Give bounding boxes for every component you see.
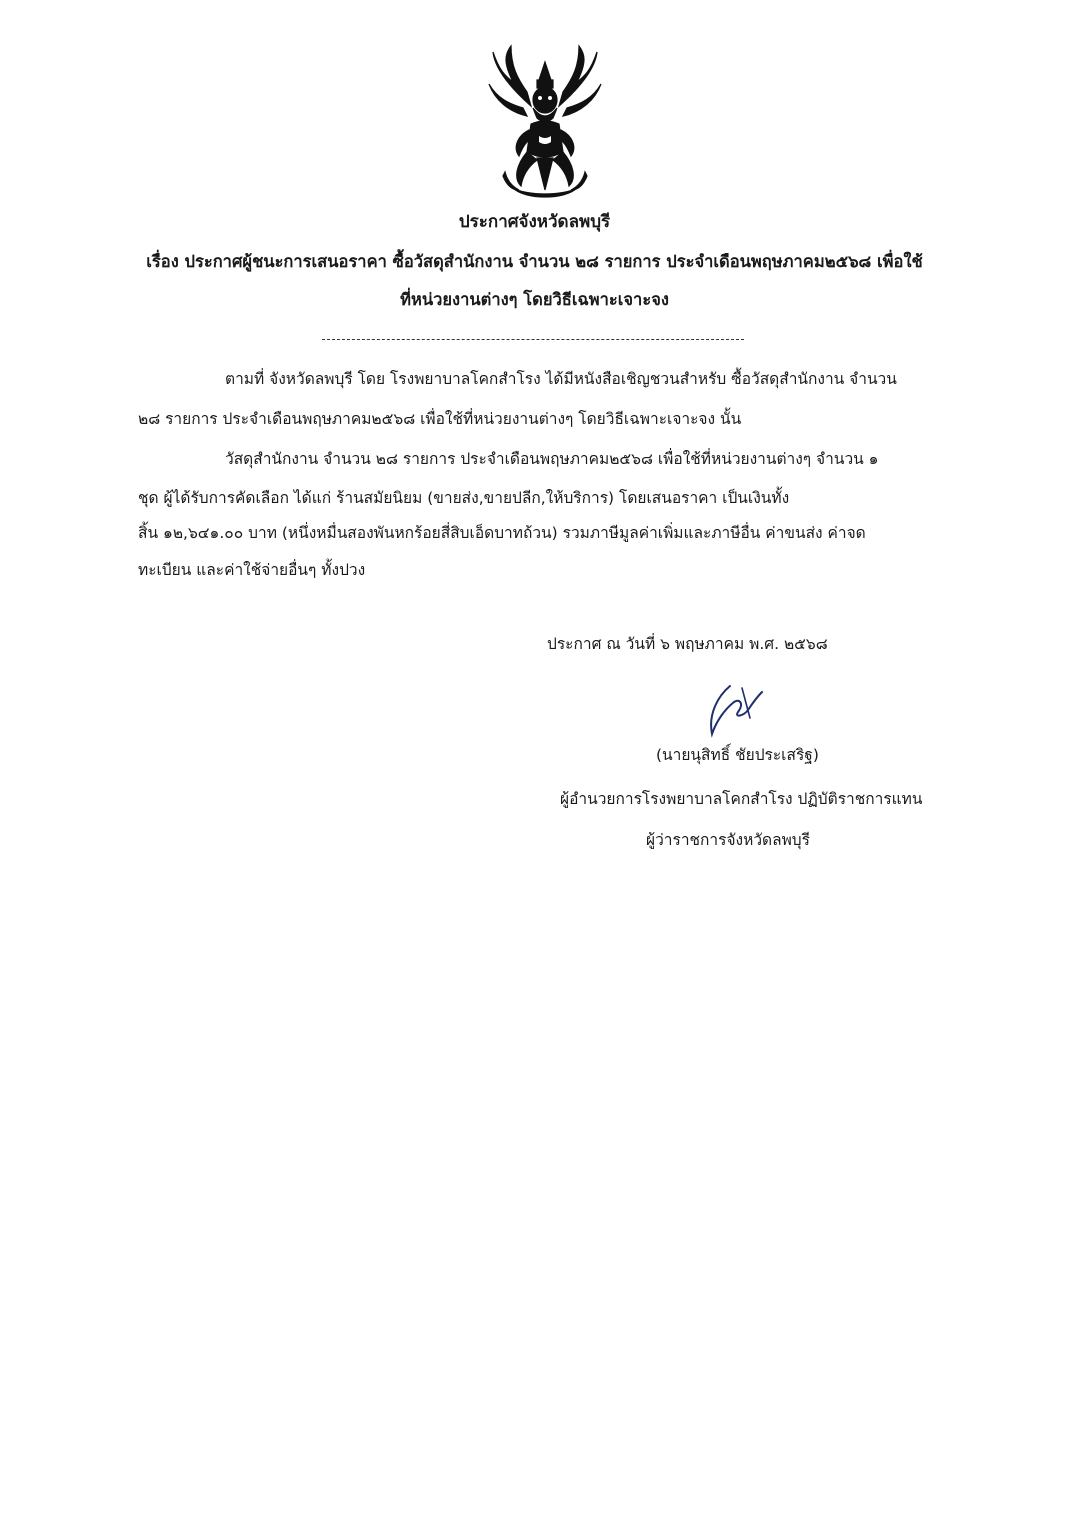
- signer-position-line-2: ผู้ว่าราชการจังหวัดลพบุรี: [646, 831, 810, 849]
- garuda-emblem-icon: [483, 40, 607, 205]
- paragraph-2-line-3: สิ้น ๑๒,๖๔๑.๐๐ บาท (หนึ่งหมื่นสองพันหกร้อยสี่สิบเอ็ดบาทถ้วน) รวมภาษีมูลค่าเพิ่มและภาษีอื่น ค่าขนส่ง ค่าจด: [138, 524, 866, 542]
- signer-position-line-1: ผู้อำนวยการโรงพยาบาลโคกสำโรง ปฏิบัติราชการแทน: [560, 790, 923, 808]
- signer-name: (นายนุสิทธิ์ ชัยประเสริฐ): [656, 746, 819, 764]
- paragraph-1-line-2: ๒๘ รายการ ประจำเดือนพฤษภาคม๒๕๖๘ เพื่อใช้ที่หน่วยงานต่างๆ โดยวิธีเฉพาะเจาะจง นั้น: [138, 410, 742, 428]
- paragraph-1-line-1: ตามที่ จังหวัดลพบุรี โดย โรงพยาบาลโคกสำโรง ได้มีหนังสือเชิญชวนสำหรับ ซื้อวัสดุสำนักงาน จำนวน: [225, 370, 897, 388]
- paragraph-2-line-2: ชุด ผู้ได้รับการคัดเลือก ได้แก่ ร้านสมัยนิยม (ขายส่ง,ขายปลีก,ให้บริการ) โดยเสนอราคา เป็นเงินทั้ง: [138, 489, 790, 507]
- document-title: ประกาศจังหวัดลพบุรี: [458, 212, 611, 232]
- subject-line-1: เรื่อง ประกาศผู้ชนะการเสนอราคา ซื้อวัสดุสำนักงาน จำนวน ๒๘ รายการ ประจำเดือนพฤษภาคม๒๕๖๘ เพื่อใช้: [146, 252, 923, 271]
- handwritten-signature-icon: [700, 678, 768, 742]
- subject-line-2: ที่หน่วยงานต่างๆ โดยวิธีเฉพาะเจาะจง: [400, 290, 669, 309]
- paragraph-2-line-4: ทะเบียน และค่าใช้จ่ายอื่นๆ ทั้งปวง: [138, 561, 366, 579]
- announcement-date: ประกาศ ณ วันที่ ๖ พฤษภาคม พ.ศ. ๒๕๖๘: [547, 635, 828, 653]
- dashed-divider: [322, 339, 744, 340]
- paragraph-2-line-1: วัสดุสำนักงาน จำนวน ๒๘ รายการ ประจำเดือนพฤษภาคม๒๕๖๘ เพื่อใช้ที่หน่วยงานต่างๆ จำนวน ๑: [225, 450, 879, 468]
